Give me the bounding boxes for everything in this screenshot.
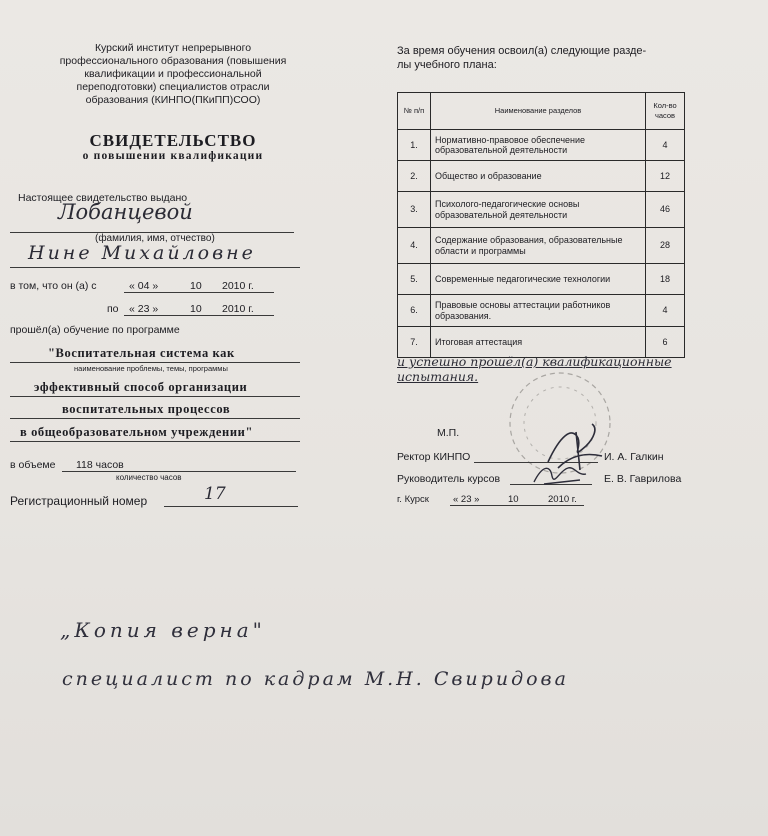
row-name: Итоговая аттестация <box>431 327 646 358</box>
volume-line <box>62 471 296 472</box>
row-hours: 46 <box>646 192 685 228</box>
head-label: Руководитель курсов <box>397 473 501 485</box>
plan-intro-line: лы учебного плана: <box>397 59 497 71</box>
to-year: 2010 г. <box>222 303 254 315</box>
row-num: 4. <box>398 228 431 264</box>
row-num: 2. <box>398 161 431 192</box>
name-hint: (фамилия, имя, отчество) <box>95 233 215 244</box>
row-num: 6. <box>398 295 431 327</box>
hr-specialist-note: специалист по кадрам М.Н. Свиридова <box>62 668 569 690</box>
program-line-2-rule <box>10 396 300 397</box>
registration-number: 17 <box>204 484 226 504</box>
row-name: Содержание образования, образовательные области и программы <box>431 228 646 264</box>
institution-line: образования (КИНПО(ПКиПП)СОО) <box>85 94 261 106</box>
institution-line: переподготовки) специалистов отрасли <box>76 81 270 93</box>
row-hours: 4 <box>646 130 685 161</box>
table-header-row <box>398 93 685 130</box>
certificate-title: СВИДЕТЕЛЬСТВО <box>89 131 257 150</box>
row-hours: 28 <box>646 228 685 264</box>
table-row <box>398 192 685 228</box>
row-num: 1. <box>398 130 431 161</box>
name-line <box>10 267 300 268</box>
institution-line: профессионального образования (повышения <box>59 55 287 67</box>
header-name: Наименование разделов <box>431 93 646 130</box>
to-date-line <box>124 315 274 316</box>
program-line-1: "Воспитательная система как <box>48 346 235 360</box>
institution-line: квалификации и профессиональной <box>84 68 262 80</box>
row-hours: 4 <box>646 295 685 327</box>
name-patronymic-handwritten: Нине Михайловне <box>28 242 256 264</box>
to-month: 10 <box>190 303 202 315</box>
table-row <box>398 264 685 295</box>
volume-hint: количество часов <box>116 473 182 482</box>
date-day: « 23 » <box>453 494 480 505</box>
row-name: Современные педагогические технологии <box>431 264 646 295</box>
row-num: 5. <box>398 264 431 295</box>
program-line-3: воспитательных процессов <box>62 402 231 416</box>
from-date-line <box>124 292 274 293</box>
date-year: 2010 г. <box>548 494 577 505</box>
registration-label: Регистрационный номер <box>10 494 148 508</box>
table-row <box>398 228 685 264</box>
curriculum-table <box>397 92 685 358</box>
row-hours: 18 <box>646 264 685 295</box>
seal-place-label: М.П. <box>437 427 460 439</box>
rector-name: И. А. Галкин <box>604 451 664 463</box>
program-line-2: эффективный способ организации <box>34 380 248 394</box>
row-name: Нормативно-правовое обеспечение образовательной деятельности <box>431 130 646 161</box>
date-month: 10 <box>508 494 519 505</box>
row-name: Общество и образование <box>431 161 646 192</box>
table-row <box>398 327 685 358</box>
head-name: Е. В. Гаврилова <box>604 473 682 485</box>
program-line-4-rule <box>10 441 300 442</box>
header-num: № п/п <box>398 93 431 130</box>
period-prefix: в том, что он (а) с <box>10 280 97 292</box>
table-row <box>398 130 685 161</box>
program-hint: наименование проблемы, темы, программы <box>74 364 228 373</box>
rector-label: Ректор КИНПО <box>397 451 471 463</box>
from-day: « 04 » <box>129 280 159 292</box>
row-hours: 12 <box>646 161 685 192</box>
plan-intro <box>397 44 646 72</box>
copy-certified-note: „Копия верна" <box>60 618 266 642</box>
date-line <box>450 505 584 506</box>
from-month: 10 <box>190 280 202 292</box>
program-line-4: в общеобразовательном учреждении" <box>20 425 253 439</box>
to-prefix: по <box>107 303 119 315</box>
surname-handwritten: Лобанцевой <box>58 200 193 224</box>
volume-value: 118 часов <box>76 459 124 471</box>
table-row <box>398 161 685 192</box>
exam-line: и успешно прошёл(а) квалификационные <box>397 354 672 369</box>
row-num: 7. <box>398 327 431 358</box>
from-year: 2010 г. <box>222 280 254 292</box>
header-hours: Кол-во часов <box>646 93 685 130</box>
table-row <box>398 295 685 327</box>
volume-label: в объеме <box>10 459 56 471</box>
issued-label: Настоящее свидетельство выдано <box>18 192 188 204</box>
program-line-3-rule <box>10 418 300 419</box>
row-hours: 6 <box>646 327 685 358</box>
exam-line: испытания. <box>397 369 479 384</box>
program-label: прошёл(а) обучение по программе <box>10 324 180 336</box>
to-day: « 23 » <box>129 303 159 315</box>
row-num: 3. <box>398 192 431 228</box>
row-name: Правовые основы аттестации работников образования. <box>431 295 646 327</box>
program-line-1-rule <box>10 362 300 363</box>
plan-intro-line: За время обучения освоил(а) следующие разде- <box>397 45 647 57</box>
institution-name <box>28 42 318 107</box>
registration-line <box>164 506 298 507</box>
city-label: г. Курск <box>397 494 429 505</box>
row-name: Психолого-педагогические основы образовательной деятельности <box>431 192 646 228</box>
head-signature-icon <box>530 460 590 492</box>
certificate-subtitle: о повышении квалификации <box>82 150 264 162</box>
institution-line: Курский институт непрерывного <box>94 42 252 54</box>
